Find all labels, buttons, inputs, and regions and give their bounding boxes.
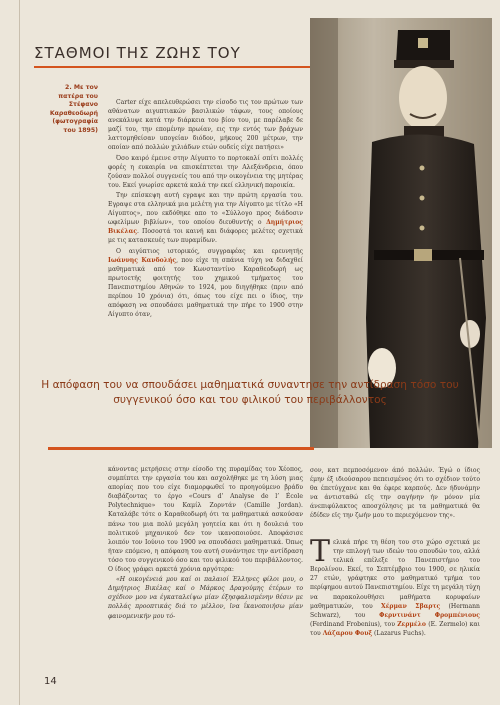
paragraph: Όσο καιρό έμεινε στην Αίγυπτο το πορτοκαλί σπίτι πολλές φορές η ευκαιρία να επισκέπτεται την Αλεξάνδρεια, όπου ζούσαν πολλοί συγγενείς του από την οικογένεια της μητέρας του. Εκεί γνωρίσε αρκετά καλά την εκεί ελληνική παροικία. xyxy=(108,154,303,189)
paragraph xyxy=(310,534,480,638)
text-run: (E. Zermelo) και του xyxy=(310,620,480,637)
person-name: Χέρμαν Σβαρτς xyxy=(380,602,441,610)
paragraph: κάνοντας μετρήσεις στην είσοδο της πυραμίδας του Χέοπος, συμπίπτει την εργασία του και ασχολήθηκε με τη λύση μιας απορίας που του είχε διαμορφωθεί το προηγούμενο βράδυ διαβάζοντας το έργο «Cours d’ Analyse de l’ École Polytechnique» του Καμίλ Ζορντάν (Camille Jordan). Καταλάβε τότε ο Καραθεοδωρή ότι τα μαθηματικά ασκούσαν πάνω του μια πολύ μεγάλη γοητεία και ότι η δουλειά του πολιτικού μηχανικού δεν τον ικανοποιούσε. Αποφάσισε λοιπόν τον Ιούνιο του 1900 να σπουδάσει μαθηματικά. Όπως ήταν επόμενο, η απόφαση του αυτή συνάντησε την αντίδραση τόσο του συγγενικού όσο και του φιλικού του περιβάλλοντος. Ο ίδιος γράφει αρκετά χρόνια αργότερα: xyxy=(108,466,303,574)
article-column-right-top xyxy=(310,466,480,522)
pull-quote-rule xyxy=(48,447,314,450)
article-column-right-bottom xyxy=(310,534,480,639)
person-name: Φερντινάντ Φρομπένιους xyxy=(379,611,480,619)
article-column-left xyxy=(108,465,303,622)
person-name: Ιωάννης Κανδολής xyxy=(108,256,177,264)
person-name: Ζερμέλο xyxy=(397,620,426,628)
section-title: ΣΤΑΘΜΟΙ ΤΗΣ ΖΩΗΣ ΤΟΥ xyxy=(34,44,241,62)
text-run: ελικά πήρε τη θέση του στο χώρο σχετικά με την επιλογή των ιδεών του σπουδών του, αλλά τελικά επέλεξε το Πανεπιστήμιο του Βερολίνου. Εκεί, το Σεπτέμβριο του 1900, σε ηλικία 27 ετών, γράφτηκε στο μαθηματικό τμήμα του περίφημου αυτού Πανεπιστημίου. Είχε τη μεγάλη τύχη να παρακολουθήσει μαθήματα κορυφαίων μαθηματικών, του xyxy=(310,539,480,610)
left-margin-rule xyxy=(19,0,20,705)
paragraph: Carter είχε απελευθερώσει την είσοδο τις τον πρώτων των αθάνατων αιγυπτιακών βασιλικών τάφων, τους οποίους ανεκάλυψε κατά την διάρκεια του βίου του, με παρέλαβε δε μαζί του, την επομένην πρωίαν, εις την εντός των βράχων λαττομηθείσαν υπογείαν διόδον, μήκους 200 μέτρων, την οποίαν από πολλών χιλιάδων ετών ουδείς είχε πατήσει» xyxy=(108,99,303,152)
text-run: Την επίσκεψη αυτή εγραψε και την πρώτη εργασία του. Εγραψε στα ελληνικά μια μελέτη για την Αίγυπτο με τίτλο «Η Αίγυπτος», που εκδόθηκε απο το «Σύλλογο προς διάδοσιν ωφελίμων βιβλίων», του οποίου διευθυντής ο xyxy=(108,191,303,227)
pull-quote: Η απόφαση του να σπουδάσει μαθηματικά συναντησε την αντίδραση τόσο του συγγενικού όσο και του φιλικού του περιβάλλοντος xyxy=(41,379,459,406)
text-run: (Ferdinand Frobenius), του xyxy=(310,620,398,628)
person-name: Λάζαρου Φουξ xyxy=(322,629,373,637)
text-run: . Ποσοστά τοι καινή και διάφορες μελέτες σχετικά με τις κατασκευές των πυραμίδων. xyxy=(108,228,303,245)
photo-caption: 2. Με τον πατέρα του Στέφανο Καραθεοδωρή (φωτογραφία του 1895) xyxy=(49,84,98,134)
text-run: Ο αιγύπτιος ιστορικός, συγγραφέας και ερευνητής xyxy=(116,247,303,255)
paragraph: σον, κατ πεμποσόμενον άπό πολλών. Έγώ ο ίδιος έμην έξ ιδιούσαρου πεπεισμένος ότι το σχέδιον τούτο θα έπετύγχανε και θα έφερε καρπούς. Δεν ήδυνάμην να άντισταθώ εϊς την σαγήνην ήν μόνον μία άνεπιφύλακτος αποσχόλησις με τα μαθηματικά θα έδίδεν εϊς την ζωήν μου το περιεχόμενον της». xyxy=(310,467,480,520)
header-underline xyxy=(34,66,310,68)
text-run: , που είχε τη σπάνια τύχη να διδαχθεί μαθηματικά από τον Κωνσταντίνο Καραθεοδωρή ως πρωτοετής φοιτητής του χημικού τμήματος του Πανεπιστημίου Αθηνών το 1924, μου διηγήθηκε (πριν από περίπου 10 χρόνια) ότι, όπως του είχε πει ο ίδιος, την απόφαση να σπουδάσει μαθηματικά την πήρε το 1900 στην Αίγυπτο όταν, xyxy=(108,256,303,319)
quote-paragraph: «Η οικογένειά μου καί οι παλαιοί Έλληνες φίλοι μου, ο Δημήτριος Βικέλας καί ο Μάρκος Δραγούμης έτέρων το σχέδιον μου να έγκαταλείψω μίαν έξησφαλισμένην θέσιν με πολλάς προοπτικάς διά το μέλλον, ϊνα ΐκανοποιήσω μίαν φαινομενικήν μου τό- xyxy=(108,576,303,620)
text-run: (Lazarus Fuchs). xyxy=(372,629,426,637)
person-name: Δημήτριος Βικέλας xyxy=(108,219,303,236)
page-number: 14 xyxy=(44,676,57,687)
text-run: (Hermann Schwarz), του xyxy=(310,602,480,619)
article-column-top xyxy=(108,98,303,320)
paragraph xyxy=(108,191,303,246)
paragraph xyxy=(108,247,303,320)
drop-cap: Τ xyxy=(310,534,331,569)
